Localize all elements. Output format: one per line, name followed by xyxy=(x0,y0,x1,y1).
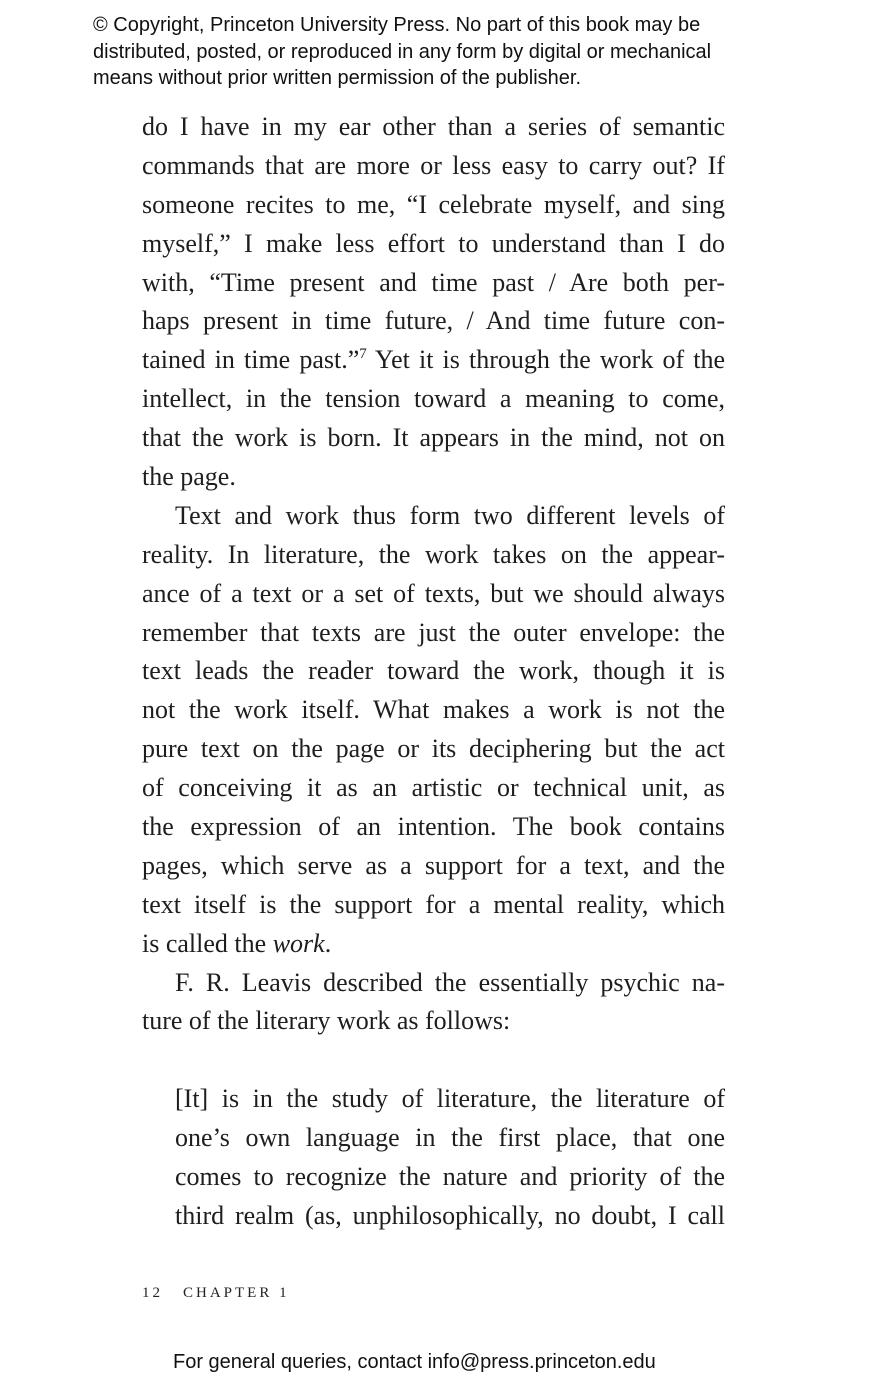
text-line: [It] is in the study of literature, the literature of xyxy=(175,1084,725,1114)
text-line: pages, which serve as a support for a text, and the xyxy=(142,850,725,880)
text-line: ance of a text or a set of texts, but we should always xyxy=(142,578,725,608)
text-line: text leads the reader toward the work, though it is xyxy=(142,656,725,686)
copyright-notice xyxy=(93,12,833,92)
copyright-line: distributed, posted, or reproduced in any form by digital or mechanical xyxy=(93,40,712,63)
text-line: third realm (as, unphilosophically, no doubt, I call xyxy=(175,1201,725,1231)
contact-notice: For general queries, contact info@press.princeton.edu xyxy=(173,1351,656,1373)
text-line: F. R. Leavis described the essentially psychic na- xyxy=(175,967,725,997)
text-line: someone recites to me, “I celebrate myself, and sing xyxy=(142,189,725,219)
text-line: haps present in time future, / And time future con- xyxy=(142,306,725,336)
footnote-marker: 7 xyxy=(359,346,367,363)
page-number: 12 xyxy=(142,1285,163,1301)
block-quote xyxy=(142,1080,725,1236)
text-line: comes to recognize the nature and priority of the xyxy=(175,1162,725,1192)
text-span: Yet it is through the work of the xyxy=(366,345,726,375)
copyright-line: means without prior written permission of the publisher. xyxy=(93,67,582,89)
text-span: . xyxy=(324,928,332,958)
paragraph-1 xyxy=(142,108,725,497)
italic-term: work xyxy=(272,928,325,958)
text-span: is called the xyxy=(142,928,273,958)
text-line: do I have in my ear other than a series of semantic xyxy=(142,112,725,141)
chapter-label: CHAPTER 1 xyxy=(183,1285,290,1301)
text-line: not the work itself. What makes a work is not the xyxy=(142,695,725,725)
text-line: of conceiving it as an artistic or technical unit, as xyxy=(142,773,725,803)
text-line: one’s own language in the first place, that one xyxy=(175,1123,725,1153)
text-line: that the work is born. It appears in the mind, not on xyxy=(142,423,725,453)
text-line xyxy=(142,341,725,380)
text-line: remember that texts are just the outer envelope: the xyxy=(142,617,725,647)
text-line: Text and work thus form two different levels of xyxy=(175,500,725,530)
page-folio xyxy=(142,1285,290,1302)
paragraph-2 xyxy=(142,497,725,964)
text-line: commands that are more or less easy to carry out? If xyxy=(142,150,725,180)
text-line: myself,” I make less effort to understand than I do xyxy=(142,228,725,258)
copyright-line: © Copyright, Princeton University Press. No part of this book may be xyxy=(93,14,701,36)
text-line: the page. xyxy=(142,462,236,492)
paragraph-3 xyxy=(142,964,725,1042)
text-line: pure text on the page or its deciphering but the act xyxy=(142,734,725,764)
book-page-body xyxy=(142,108,725,1236)
block-quote-spacer xyxy=(142,1041,725,1080)
text-line: text itself is the support for a mental reality, which xyxy=(142,889,725,919)
text-line: the expression of an intention. The book contains xyxy=(142,812,725,842)
text-line: intellect, in the tension toward a meaning to come, xyxy=(142,384,725,414)
text-line: ture of the literary work as follows: xyxy=(142,1006,511,1036)
text-line: reality. In literature, the work takes on the appear- xyxy=(142,539,725,569)
text-line xyxy=(142,925,725,964)
text-span: tained in time past.” xyxy=(142,345,360,375)
text-line: with, “Time present and time past / Are both per- xyxy=(142,267,725,297)
